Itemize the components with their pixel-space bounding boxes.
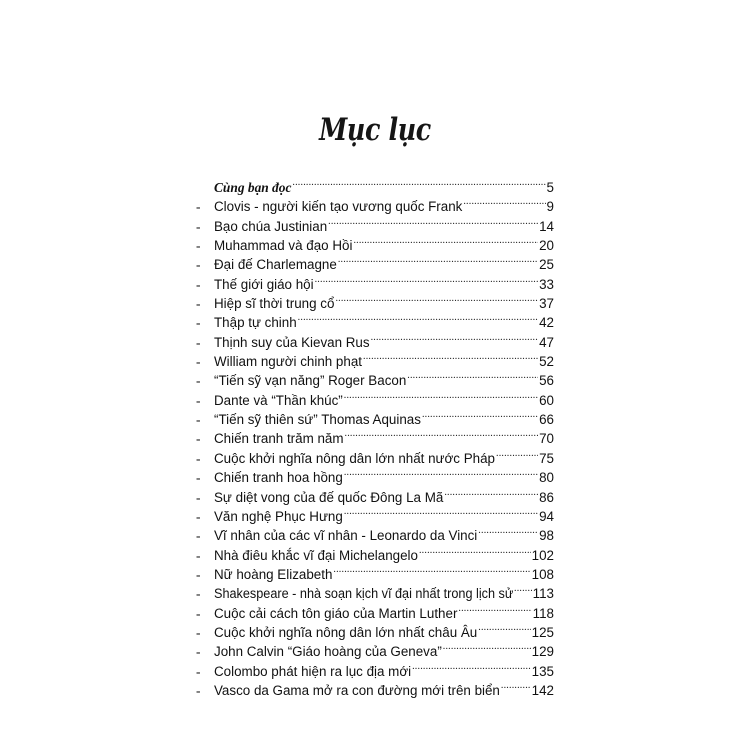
toc-entry-page-number: 125	[531, 624, 554, 640]
toc-entry-title: Chiến tranh trăm năm	[214, 431, 344, 447]
toc-entry-bullet: -	[196, 566, 201, 582]
toc-entry-leader-dots	[333, 560, 530, 579]
toc-entry-title: Sự diệt vong của đế quốc Đông La Mã	[214, 489, 444, 505]
toc-entry-leader-dots	[338, 250, 538, 269]
toc-entry-leader-dots	[478, 618, 530, 637]
toc-entry-page-number: 60	[539, 392, 554, 408]
toc-entry-page-number: 94	[539, 508, 554, 524]
toc-entry-bullet: -	[196, 373, 201, 389]
toc-entry-leader-dots	[344, 463, 538, 482]
toc-entry-leader-dots	[298, 308, 538, 327]
toc-entry-page-number: 42	[539, 315, 554, 331]
toc-entry-leader-dots	[292, 173, 545, 192]
toc-entry-bullet: -	[196, 276, 201, 292]
toc-entry-bullet: -	[196, 334, 201, 350]
toc-entry-page-number: 20	[539, 238, 554, 254]
toc-entry-leader-dots	[344, 502, 538, 521]
toc-entry-bullet: -	[196, 315, 201, 331]
toc-entry-leader-dots	[335, 289, 538, 308]
toc-entry-bullet: -	[196, 450, 201, 466]
toc-entry-page-number: 80	[539, 470, 554, 486]
toc-entry-page-number: 70	[539, 431, 554, 447]
toc-entry-page-number: 75	[539, 450, 554, 466]
toc-entry-title: Nhà điêu khắc vĩ đại Michelangelo	[214, 547, 418, 563]
toc-entry-leader-dots	[458, 599, 531, 618]
toc-entry-leader-dots	[371, 328, 539, 347]
toc-entry-bullet: -	[196, 218, 201, 234]
toc-entry-page-number: 129	[531, 644, 554, 660]
toc-entry-title: Cuộc cải cách tôn giáo của Martin Luther	[214, 605, 458, 621]
toc-entry-leader-dots	[444, 483, 538, 502]
toc-entry-bullet: -	[196, 257, 201, 273]
toc-entry-page-number: 37	[539, 296, 554, 312]
toc-entry-bullet: -	[196, 354, 201, 370]
toc-entry-leader-dots	[463, 192, 545, 211]
toc-entry-leader-dots	[422, 405, 538, 424]
toc-entry-title: Thịnh suy của Kievan Rus	[214, 334, 370, 350]
toc-entry-title: Cuộc khởi nghĩa nông dân lớn nhất châu Âu	[214, 624, 478, 640]
toc-entry-leader-dots	[412, 657, 531, 676]
toc-entry-title: Colombo phát hiện ra lục địa mới	[214, 663, 412, 679]
toc-entry-title: Thế giới giáo hội	[214, 276, 314, 292]
toc-entry-title: Vĩ nhân của các vĩ nhân - Leonardo da Vinci	[214, 528, 478, 544]
toc-entry-leader-dots	[514, 579, 532, 598]
toc-entry-title: Bạo chúa Justinian	[214, 218, 328, 234]
table-of-contents	[196, 173, 554, 698]
toc-entry-bullet: -	[196, 644, 201, 660]
toc-entry-title: “Tiến sỹ thiên sứ” Thomas Aquinas	[214, 412, 421, 428]
toc-entry-title: Thập tự chinh	[214, 315, 297, 331]
toc-entry-title: William người chinh phạt	[214, 354, 362, 370]
toc-entry-title: John Calvin “Giáo hoàng của Geneva”	[214, 644, 442, 660]
toc-entry-page-number: 5	[546, 180, 554, 195]
toc-entry-bullet: -	[196, 682, 201, 698]
toc-entry-page-number: 14	[539, 218, 554, 234]
toc-entry-bullet: -	[196, 528, 201, 544]
toc-entry-title: Chiến tranh hoa hồng	[214, 470, 343, 486]
toc-entry-title: Đại đế Charlemagne	[214, 257, 337, 273]
toc-entry-title: Hiệp sĩ thời trung cổ	[214, 296, 335, 312]
toc-entry-bullet: -	[196, 547, 201, 563]
toc-entry-bullet: -	[196, 663, 201, 679]
toc-entry-page-number: 33	[539, 276, 554, 292]
toc-entry-leader-dots	[501, 676, 531, 695]
toc-entry-page-number: 52	[539, 354, 554, 370]
toc-entry-title: Clovis - người kiến tạo vương quốc Frank	[214, 199, 463, 215]
toc-entry-leader-dots	[315, 270, 538, 289]
toc-entry-leader-dots	[345, 424, 539, 443]
toc-entry-title: Shakespeare - nhà soạn kịch vĩ đại nhất trong lịch sử	[214, 586, 514, 602]
toc-entry-title: Dante và “Thần khúc”	[214, 392, 343, 408]
toc-entry-page-number: 47	[539, 334, 554, 350]
toc-entry-title: Muhammad và đạo Hồi	[214, 238, 353, 254]
toc-entry-title: Nữ hoàng Elizabeth	[214, 566, 333, 582]
toc-entry-page-number: 113	[532, 586, 554, 602]
toc-entry-leader-dots	[478, 521, 538, 540]
toc-entry-bullet: -	[196, 392, 201, 408]
toc-entry-bullet: -	[196, 508, 201, 524]
toc-entry-title: Văn nghệ Phục Hưng	[214, 508, 343, 524]
toc-entry-title: Vasco da Gama mở ra con đường mới trên biển	[214, 682, 500, 698]
toc-entry-title: Cuộc khởi nghĩa nông dân lớn nhất nước Pháp	[214, 450, 495, 466]
toc-entry-page-number: 25	[539, 257, 554, 273]
toc-entry-leader-dots	[363, 347, 538, 366]
toc-entry-bullet: -	[196, 412, 201, 428]
toc-entry-leader-dots	[496, 444, 538, 463]
toc-entry-bullet: -	[196, 296, 201, 312]
toc-entry-page-number: 86	[539, 489, 554, 505]
toc-entry-bullet: -	[196, 624, 201, 640]
toc-entry-page-number: 98	[539, 528, 554, 544]
toc-entry-page-number: 56	[539, 373, 554, 389]
toc-entry-page-number: 66	[539, 412, 554, 428]
toc-entry-bullet: -	[196, 489, 201, 505]
toc-entry-leader-dots	[344, 386, 538, 405]
toc-entry-leader-dots	[443, 637, 531, 656]
toc-entry-bullet: -	[196, 199, 201, 215]
page-title: Mục lục	[319, 112, 431, 148]
toc-entry-title: “Tiến sỹ vạn năng” Roger Bacon	[214, 373, 407, 389]
toc-entry-bullet: -	[196, 238, 201, 254]
toc-entry-leader-dots	[328, 212, 538, 231]
toc-entry-page-number: 142	[531, 682, 554, 698]
toc-entry-bullet: -	[196, 605, 201, 621]
toc-entry-bullet: -	[196, 586, 201, 602]
toc-entry-bullet: -	[196, 431, 201, 447]
toc-entry-bullet: -	[196, 470, 201, 486]
toc-entry-title: Cùng bạn đọc	[214, 180, 292, 195]
toc-entry-page-number: 102	[531, 547, 554, 563]
toc-entry-leader-dots	[419, 541, 531, 560]
toc-entry-page-number: 118	[532, 605, 554, 621]
toc-entry-leader-dots	[353, 231, 538, 250]
toc-entry	[196, 173, 554, 195]
toc-entry-page-number: 9	[546, 199, 554, 215]
toc-entry-page-number: 135	[531, 663, 554, 679]
toc-entry-page-number: 108	[531, 566, 554, 582]
toc-entry-leader-dots	[407, 366, 538, 385]
